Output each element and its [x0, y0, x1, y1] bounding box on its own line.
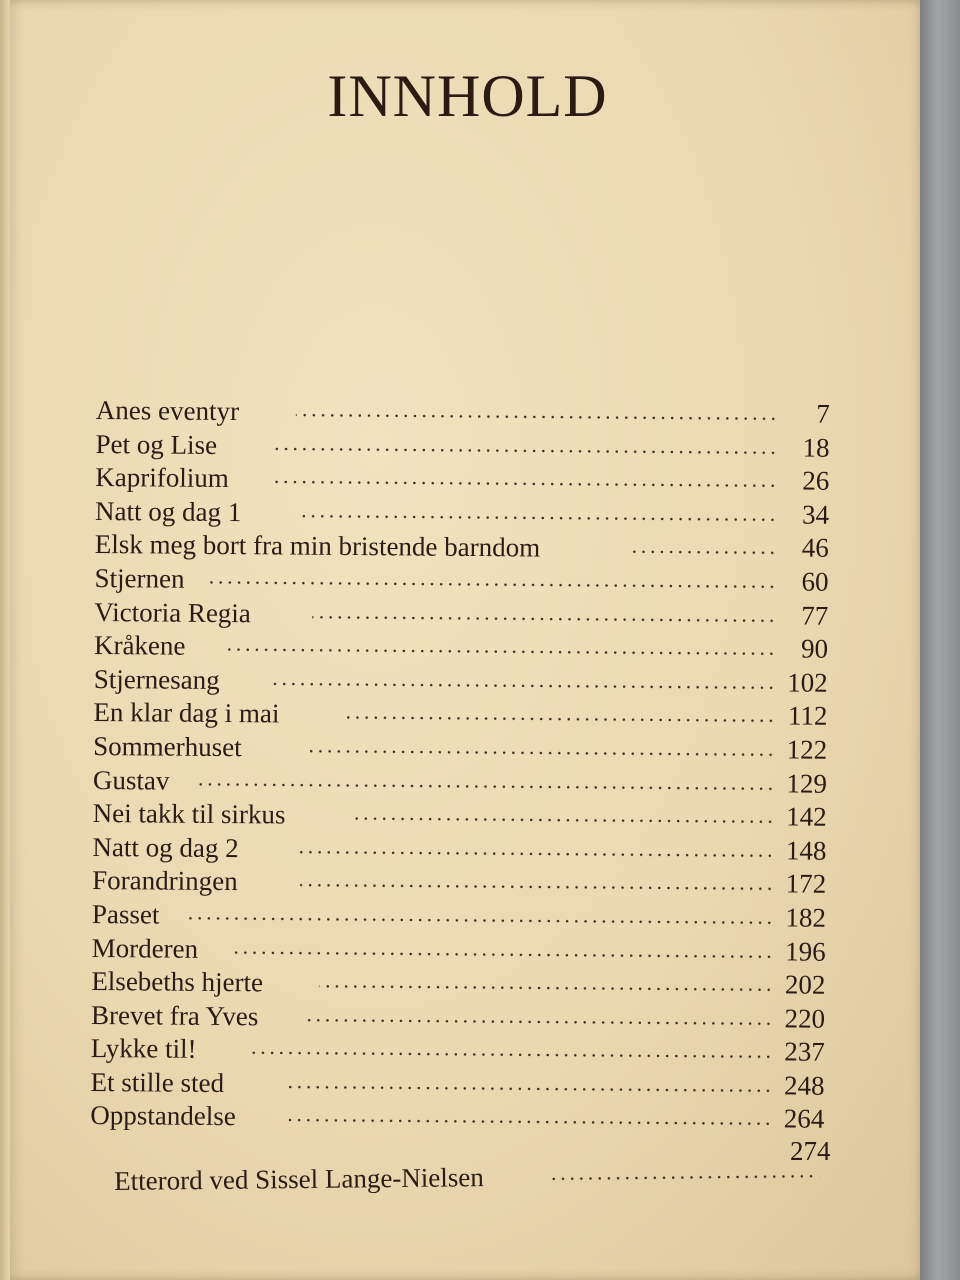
dot-leader [300, 884, 774, 891]
dot-leader [186, 917, 774, 925]
toc-entry-title: Stjernen [94, 562, 185, 594]
dot-leader [207, 581, 777, 588]
dot-leader [272, 447, 778, 454]
toc-entry-title: Oppstandelse [90, 1100, 236, 1132]
toc-entry-page: 46 [801, 532, 829, 564]
toc-entry-title: Et stille sted [90, 1066, 225, 1098]
dot-leader [298, 850, 774, 857]
toc-entry-page: 122 [786, 734, 828, 765]
toc-entry-title: Pet og Lise [95, 428, 218, 460]
dot-leader [355, 817, 775, 823]
toc-entry-title: Passet [91, 898, 160, 930]
toc-entry-page: 26 [802, 465, 830, 496]
toc-entry-page: 237 [784, 1036, 825, 1068]
toc-entry-page: 18 [802, 432, 830, 463]
background-surface [920, 0, 960, 1280]
toc-entry-page: 34 [801, 499, 830, 530]
dot-leader [226, 648, 776, 655]
toc-entry-title: Sommerhuset [93, 730, 242, 763]
toc-entry-title: Etterord ved Sissel Lange-Nielsen [114, 1162, 484, 1196]
dot-leader [273, 481, 777, 488]
toc-entry-page: 112 [787, 700, 828, 732]
toc-entry-page: 102 [787, 667, 828, 698]
dot-leader [305, 750, 775, 757]
dot-leader [296, 414, 778, 421]
dot-leader [345, 716, 775, 722]
toc-entry-title: Forandringen [92, 865, 238, 897]
toc-entry-page: 196 [785, 935, 826, 967]
toc-entry-title: Elsebeths hjerte [91, 966, 264, 998]
dot-leader [319, 985, 773, 992]
toc-entry-title: En klar dag i mai [93, 697, 280, 729]
toc-entry-page: 148 [785, 835, 827, 866]
toc-entry-page: 60 [801, 566, 829, 597]
toc-entry-title: Lykke til! [90, 1033, 197, 1065]
toc-entry-page: 172 [785, 868, 827, 900]
toc-entry-title: Brevet fra Yves [91, 999, 259, 1031]
toc-entry-title: Gustav [92, 764, 170, 796]
toc-entry-page: 264 [783, 1103, 825, 1135]
toc-entry-title: Stjernesang [93, 663, 220, 695]
toc-entry-title: Kaprifolium [95, 462, 229, 494]
toc-entry-page: 7 [816, 398, 830, 429]
page-title: INNHOLD [327, 63, 608, 129]
toc-entry-page: 220 [784, 1003, 826, 1034]
toc-entry-afterword [114, 1156, 834, 1198]
toc-entry-page: 77 [801, 600, 829, 631]
toc-entry-page: 182 [785, 902, 827, 933]
toc-entry-page: 90 [800, 633, 829, 664]
dot-leader [286, 1119, 772, 1126]
dot-leader [199, 782, 775, 790]
dot-leader [549, 1175, 819, 1181]
toc-entry [90, 1099, 830, 1138]
dot-leader [247, 1051, 773, 1058]
toc-entry-title: Natt og dag 1 [94, 495, 242, 527]
toc-entry-title: Natt og dag 2 [92, 831, 239, 863]
toc-entry-title: Nei takk til sirkus [92, 798, 286, 830]
toc-entry-page: 129 [786, 767, 828, 799]
dot-leader [234, 951, 774, 958]
book-page [10, 0, 925, 1280]
toc-entry-title: Elsk meg bort fra min bristende barndom [94, 529, 541, 563]
toc-entry-page: 202 [784, 969, 826, 1000]
dot-leader [312, 615, 776, 622]
dot-leader [629, 551, 777, 555]
dot-leader [307, 1018, 773, 1025]
toc-entry-title: Anes eventyr [95, 394, 240, 427]
toc-entry-title: Morderen [91, 932, 199, 964]
toc-entry-page: 274 [790, 1136, 831, 1166]
toc-entry-title: Victoria Regia [94, 596, 251, 628]
table-of-contents [90, 394, 836, 1139]
toc-entry-title: Kråkene [93, 630, 186, 661]
toc-entry-page: 248 [783, 1070, 825, 1101]
dot-leader [287, 1085, 773, 1092]
dot-leader [299, 514, 777, 521]
toc-entry-page: 142 [786, 801, 827, 832]
dot-leader [270, 682, 776, 689]
